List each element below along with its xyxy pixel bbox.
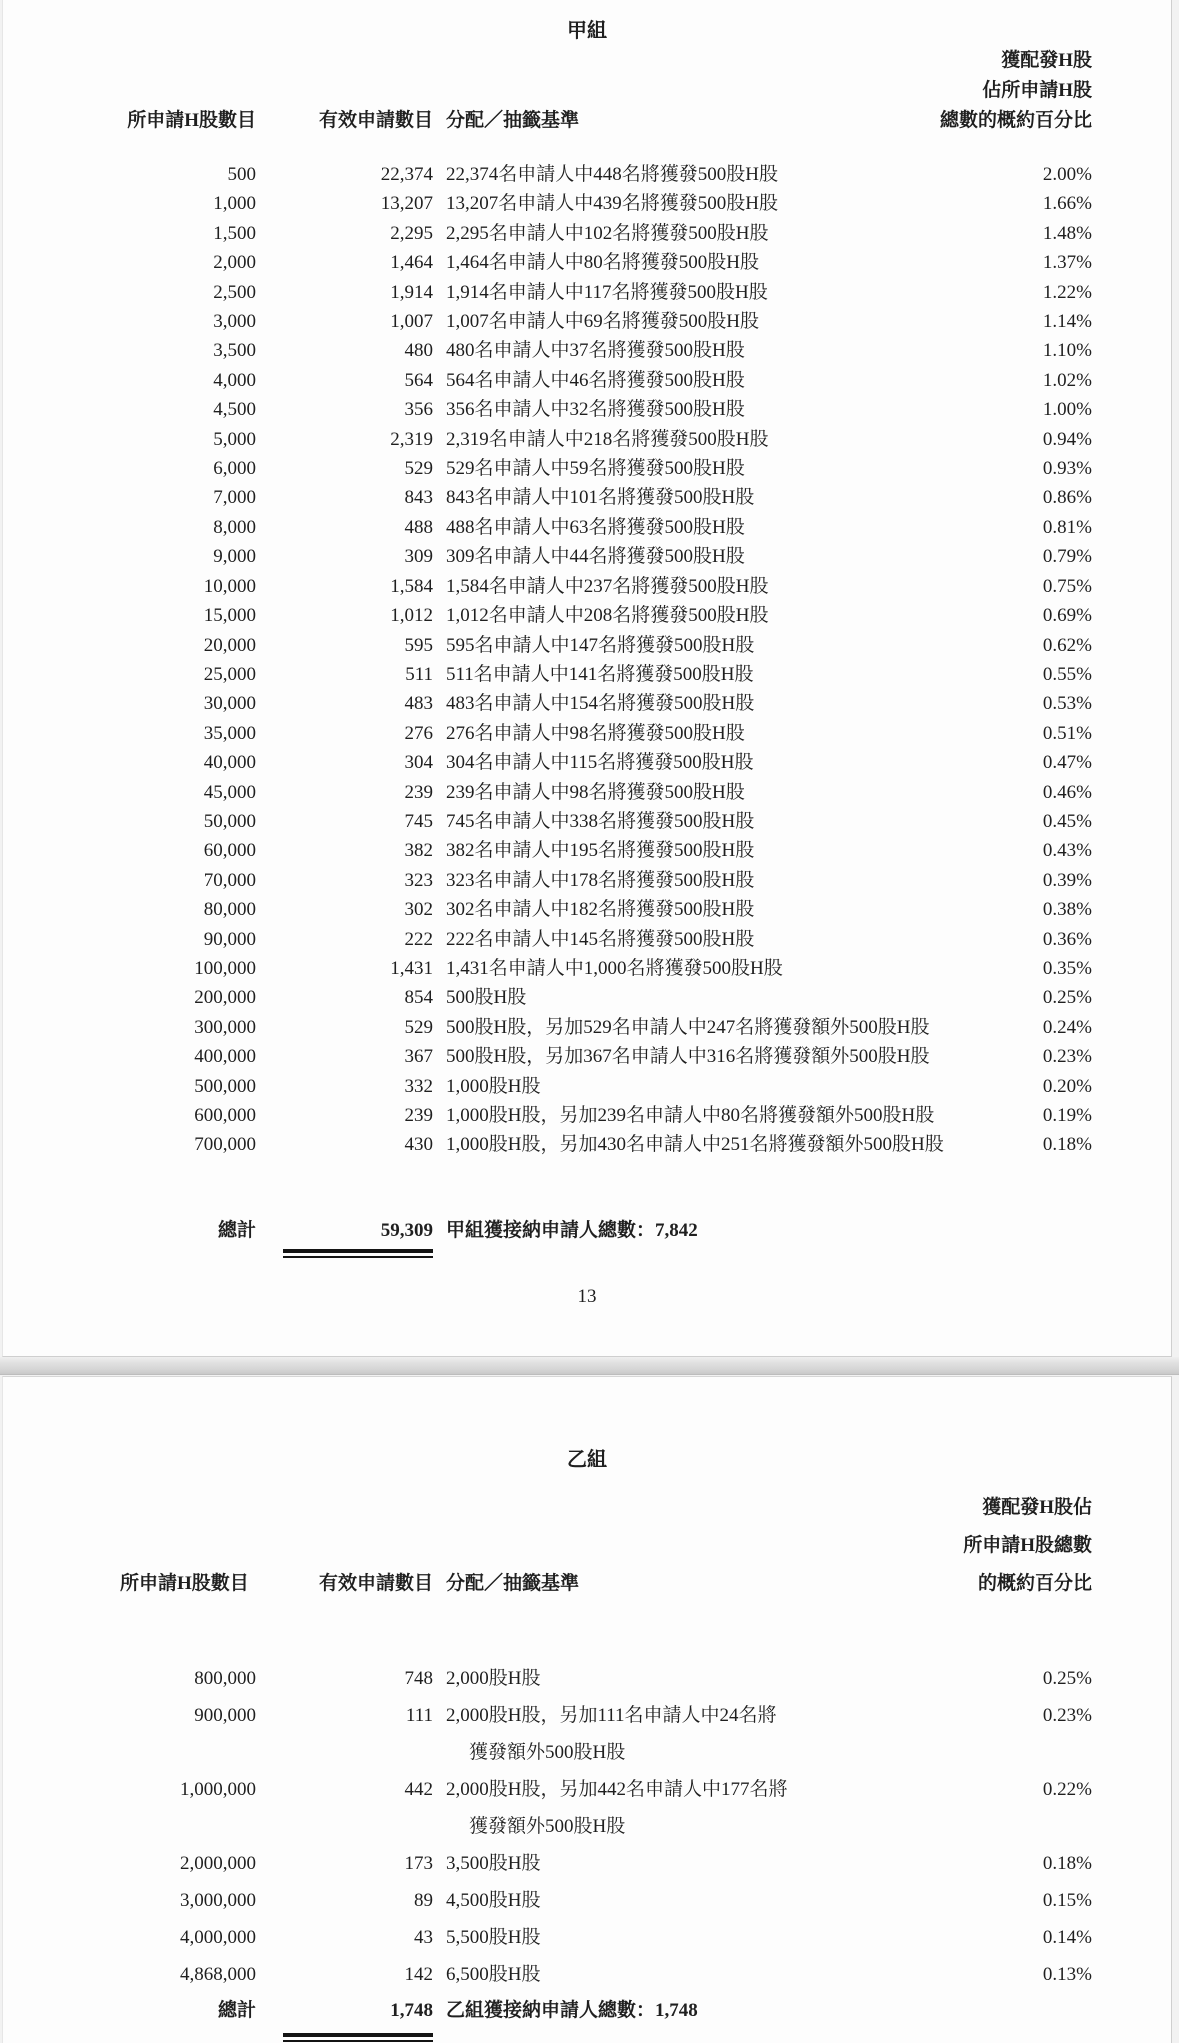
cell-shares-applied: 200,000 (194, 987, 256, 1009)
cell-allocation-basis (433, 307, 986, 336)
cell-percentage: 0.62% (1042, 634, 1092, 656)
cell-valid-applications: 142 (404, 1964, 433, 1985)
table-row (3, 925, 1171, 954)
cell-percentage: 0.79% (1042, 546, 1092, 568)
cell-allocation-basis (433, 1042, 986, 1071)
cell-allocation-basis (433, 719, 986, 748)
cell-shares-applied: 7,000 (213, 487, 256, 509)
table-row (3, 160, 1171, 189)
cell-percentage: 0.23% (1042, 1046, 1092, 1068)
cell-valid-applications: 323 (404, 869, 433, 891)
cell-percentage: 0.55% (1042, 663, 1092, 685)
table-row (3, 1042, 1171, 1071)
basis-line-1: 2,000股H股 (446, 1668, 541, 1689)
cell-valid-applications: 367 (404, 1046, 433, 1068)
cell-allocation-basis (433, 631, 986, 660)
cell-allocation-basis (433, 1101, 986, 1130)
pct-header-line: 獲配發H股 (1001, 50, 1092, 71)
table-row (3, 660, 1171, 689)
cell-allocation-basis (433, 542, 986, 571)
total-label: 總計 (217, 1220, 256, 1241)
table-row (3, 748, 1171, 777)
table-row (3, 1771, 1171, 1845)
cell-percentage: 1.00% (1042, 399, 1092, 421)
table-row (3, 954, 1171, 983)
basis-line-1: 500股H股，另加367名申請人中316名將獲發額外500股H股 (446, 1046, 930, 1068)
cell-valid-applications: 382 (404, 840, 433, 862)
cell-percentage: 0.20% (1042, 1075, 1092, 1097)
cell-shares-applied: 700,000 (194, 1134, 256, 1156)
cell-shares-applied: 20,000 (203, 634, 256, 656)
basis-line-1: 595名申請人中147名將獲發500股H股 (446, 634, 755, 656)
total-spacer (986, 1992, 1092, 2037)
basis-line-2: 獲發額外500股H股 (469, 1816, 626, 1837)
total-label: 總計 (217, 2000, 256, 2021)
cell-allocation-basis (433, 189, 986, 218)
cell-shares-applied: 4,000 (213, 369, 256, 391)
table-row (3, 601, 1171, 630)
cell-valid-applications: 1,007 (390, 311, 433, 333)
cell-percentage: 0.15% (1042, 1890, 1092, 1911)
cell-shares-applied: 2,000 (213, 252, 256, 274)
cell-percentage: 0.94% (1042, 428, 1092, 450)
col-header-allocation-basis: 分配／抽籤基準 (446, 110, 580, 131)
cell-percentage: 0.13% (1042, 1964, 1092, 1985)
cell-allocation-basis (433, 572, 986, 601)
cell-allocation-basis (433, 1660, 986, 1697)
cell-percentage: 1.10% (1042, 340, 1092, 362)
group-a-total-row (3, 1216, 1171, 1253)
group-a-column-headers (3, 106, 1171, 136)
cell-valid-applications: 22,374 (380, 164, 433, 185)
cell-shares-applied: 90,000 (203, 928, 256, 950)
cell-shares-applied: 25,000 (203, 663, 256, 685)
basis-line-2: 獲發額外500股H股 (469, 1742, 626, 1763)
cell-valid-applications: 111 (405, 1705, 433, 1726)
cell-allocation-basis (433, 1919, 986, 1956)
cell-shares-applied: 70,000 (203, 869, 256, 891)
basis-line-1: 529名申請人中59名將獲發500股H股 (446, 458, 745, 480)
basis-line-1: 511名申請人中141名將獲發500股H股 (446, 663, 754, 685)
basis-line-1: 480名申請人中37名將獲發500股H股 (446, 340, 745, 362)
basis-line-1: 2,319名申請人中218名將獲發500股H股 (446, 428, 769, 450)
cell-allocation-basis (433, 807, 986, 836)
cell-shares-applied: 4,500 (213, 399, 256, 421)
cell-percentage: 0.25% (1042, 1668, 1092, 1689)
page-group-a (2, 0, 1172, 1357)
basis-line-1: 4,500股H股 (446, 1890, 541, 1911)
table-row (3, 983, 1171, 1012)
cell-allocation-basis (433, 248, 986, 277)
table-row (3, 307, 1171, 336)
table-row (3, 1956, 1171, 1993)
basis-line-1: 1,584名申請人中237名將獲發500股H股 (446, 575, 769, 597)
table-row (3, 483, 1171, 512)
cell-percentage: 0.22% (1042, 1779, 1092, 1800)
table-row (3, 572, 1171, 601)
group-b-title: 乙組 (567, 1449, 607, 1471)
cell-shares-applied: 900,000 (194, 1705, 256, 1726)
cell-valid-applications: 1,431 (390, 957, 433, 979)
basis-line-1: 304名申請人中115名將獲發500股H股 (446, 752, 754, 774)
page-number: 13 (577, 1286, 597, 1307)
cell-percentage: 0.53% (1042, 693, 1092, 715)
cell-valid-applications: 595 (404, 634, 433, 656)
cell-valid-applications: 332 (404, 1075, 433, 1097)
cell-percentage: 2.00% (1042, 164, 1092, 185)
pct-header-line: 總數的概約百分比 (939, 110, 1092, 131)
cell-valid-applications: 483 (404, 693, 433, 715)
col-header-valid-applications: 有效申請數目 (318, 1573, 433, 1594)
cell-valid-applications: 843 (404, 487, 433, 509)
cell-percentage: 0.81% (1042, 516, 1092, 538)
total-spacer (986, 1216, 1092, 1253)
cell-shares-applied: 5,000 (213, 428, 256, 450)
basis-line-1: 222名申請人中145名將獲發500股H股 (446, 928, 755, 950)
cell-shares-applied: 50,000 (203, 810, 256, 832)
cell-percentage: 0.25% (1042, 987, 1092, 1009)
cell-valid-applications: 480 (404, 340, 433, 362)
cell-shares-applied: 1,000,000 (180, 1779, 256, 1800)
cell-valid-applications: 442 (404, 1779, 433, 1800)
col-header-valid-applications: 有效申請數目 (318, 110, 433, 131)
cell-percentage: 0.46% (1042, 781, 1092, 803)
cell-shares-applied: 40,000 (203, 752, 256, 774)
cell-shares-applied: 3,000,000 (180, 1890, 256, 1911)
basis-line-1: 3,500股H股 (446, 1853, 541, 1874)
cell-allocation-basis (433, 1845, 986, 1882)
group-b-total-row (3, 1992, 1171, 2037)
cell-shares-applied: 30,000 (203, 693, 256, 715)
table-row (3, 778, 1171, 807)
basis-line-1: 1,914名申請人中117名將獲發500股H股 (446, 281, 768, 303)
cell-allocation-basis (433, 778, 986, 807)
double-underlined-total: 59,309 (283, 1216, 433, 1253)
cell-percentage: 0.93% (1042, 458, 1092, 480)
cell-allocation-basis (433, 1956, 986, 1993)
table-row (3, 1697, 1171, 1771)
cell-percentage: 1.02% (1042, 369, 1092, 391)
cell-shares-applied: 1,000 (213, 193, 256, 215)
basis-line-1: 356名申請人中32名將獲發500股H股 (446, 399, 745, 421)
cell-allocation-basis (433, 1771, 986, 1845)
cell-percentage: 0.39% (1042, 869, 1092, 891)
cell-valid-applications: 529 (404, 458, 433, 480)
cell-valid-applications: 529 (404, 1016, 433, 1038)
cell-valid-applications: 89 (414, 1890, 433, 1911)
cell-shares-applied: 9,000 (213, 546, 256, 568)
cell-allocation-basis (433, 689, 986, 718)
cell-allocation-basis (433, 160, 986, 189)
cell-percentage: 0.86% (1042, 487, 1092, 509)
table-row (3, 1919, 1171, 1956)
cell-shares-applied: 2,000,000 (180, 1853, 256, 1874)
table-row (3, 689, 1171, 718)
cell-allocation-basis (433, 660, 986, 689)
table-row (3, 542, 1171, 571)
cell-percentage: 0.23% (1042, 1705, 1092, 1726)
basis-line-1: 382名申請人中195名將獲發500股H股 (446, 840, 755, 862)
table-row (3, 836, 1171, 865)
basis-line-1: 745名申請人中338名將獲發500股H股 (446, 810, 755, 832)
basis-line-1: 6,500股H股 (446, 1964, 541, 1985)
cell-allocation-basis (433, 483, 986, 512)
cell-percentage: 0.75% (1042, 575, 1092, 597)
basis-line-1: 2,000股H股，另加442名申請人中177名將 (446, 1779, 788, 1800)
cell-allocation-basis (433, 1130, 986, 1159)
basis-line-1: 1,431名申請人中1,000名將獲發500股H股 (446, 957, 783, 979)
table-row (3, 1072, 1171, 1101)
col-header-spacer (986, 1565, 1092, 1603)
basis-line-1: 500股H股 (446, 987, 527, 1009)
basis-line-1: 500股H股，另加529名申請人中247名將獲發額外500股H股 (446, 1016, 930, 1038)
cell-valid-applications: 173 (404, 1853, 433, 1874)
cell-valid-applications: 239 (404, 781, 433, 803)
basis-line-1: 1,007名申請人中69名將獲發500股H股 (446, 311, 759, 333)
cell-valid-applications: 745 (404, 810, 433, 832)
table-row (3, 189, 1171, 218)
table-row (3, 425, 1171, 454)
basis-line-1: 564名申請人中46名將獲發500股H股 (446, 369, 745, 391)
cell-allocation-basis (433, 425, 986, 454)
cell-valid-applications: 748 (404, 1668, 433, 1689)
table-row (3, 219, 1171, 248)
table-row (3, 1101, 1171, 1130)
basis-line-1: 488名申請人中63名將獲發500股H股 (446, 516, 745, 538)
cell-percentage: 0.19% (1042, 1105, 1092, 1126)
cell-allocation-basis (433, 454, 986, 483)
basis-line-1: 276名申請人中98名將獲發500股H股 (446, 722, 745, 744)
cell-percentage: 0.47% (1042, 752, 1092, 774)
cell-shares-applied: 4,868,000 (180, 1964, 256, 1985)
cell-valid-applications: 239 (404, 1105, 433, 1126)
cell-shares-applied: 3,000 (213, 311, 256, 333)
cell-percentage: 1.14% (1042, 311, 1092, 333)
cell-percentage: 0.35% (1042, 957, 1092, 979)
cell-percentage: 1.48% (1042, 222, 1092, 244)
cell-percentage: 0.45% (1042, 810, 1092, 832)
page-group-b (2, 1376, 1172, 2043)
cell-allocation-basis (433, 601, 986, 630)
cell-valid-applications: 1,584 (390, 575, 433, 597)
col-header-spacer (986, 106, 1092, 136)
cell-valid-applications: 430 (404, 1134, 433, 1156)
cell-percentage: 0.36% (1042, 928, 1092, 950)
cell-percentage: 0.18% (1042, 1134, 1092, 1156)
cell-valid-applications: 222 (404, 928, 433, 950)
cell-shares-applied: 100,000 (194, 957, 256, 979)
table-row (3, 336, 1171, 365)
cell-allocation-basis (433, 1882, 986, 1919)
group-b-table (3, 1660, 1171, 1993)
cell-shares-applied: 45,000 (203, 781, 256, 803)
basis-line-1: 483名申請人中154名將獲發500股H股 (446, 693, 755, 715)
basis-line-1: 323名申請人中178名將獲發500股H股 (446, 869, 755, 891)
table-row (3, 807, 1171, 836)
cell-shares-applied: 1,500 (213, 222, 256, 244)
cell-shares-applied: 10,000 (203, 575, 256, 597)
total-valid-applications (256, 1216, 433, 1253)
table-row (3, 719, 1171, 748)
cell-shares-applied: 60,000 (203, 840, 256, 862)
basis-line-1: 843名申請人中101名將獲發500股H股 (446, 487, 755, 509)
total-note: 甲組獲接納申請人總數：7,842 (446, 1220, 698, 1241)
table-row (3, 1130, 1171, 1159)
basis-line-1: 309名申請人中44名將獲發500股H股 (446, 546, 745, 568)
cell-valid-applications: 302 (404, 899, 433, 921)
cell-percentage: 0.51% (1042, 722, 1092, 744)
cell-percentage: 0.18% (1042, 1853, 1092, 1874)
basis-line-1: 1,000股H股，另加430名申請人中251名將獲發額外500股H股 (446, 1134, 944, 1156)
cell-shares-applied: 300,000 (194, 1016, 256, 1038)
table-row (3, 866, 1171, 895)
cell-allocation-basis (433, 278, 986, 307)
page-divider (0, 1357, 1179, 1375)
basis-line-1: 2,000股H股，另加111名申請人中24名將 (446, 1705, 777, 1726)
cell-percentage: 0.38% (1042, 899, 1092, 921)
cell-allocation-basis (433, 895, 986, 924)
col-header-allocation-basis: 分配／抽籤基準 (446, 1573, 580, 1594)
pct-header-line: 佔所申請H股 (982, 80, 1092, 101)
cell-shares-applied: 6,000 (213, 458, 256, 480)
cell-shares-applied: 8,000 (213, 516, 256, 538)
cell-percentage: 1.22% (1042, 281, 1092, 303)
table-row (3, 513, 1171, 542)
basis-line-1: 1,000股H股，另加239名申請人中80名將獲發額外500股H股 (446, 1105, 935, 1126)
cell-shares-applied: 600,000 (194, 1105, 256, 1126)
table-row (3, 1845, 1171, 1882)
cell-percentage: 1.66% (1042, 193, 1092, 215)
cell-allocation-basis (433, 836, 986, 865)
table-row (3, 366, 1171, 395)
cell-shares-applied: 500 (227, 164, 256, 185)
cell-percentage: 0.14% (1042, 1927, 1092, 1948)
table-row (3, 278, 1171, 307)
cell-valid-applications: 511 (405, 663, 433, 685)
cell-allocation-basis (433, 1013, 986, 1042)
table-row (3, 631, 1171, 660)
table-row (3, 1013, 1171, 1042)
basis-line-1: 2,295名申請人中102名將獲發500股H股 (446, 222, 769, 244)
cell-valid-applications: 854 (404, 987, 433, 1009)
cell-valid-applications: 304 (404, 752, 433, 774)
pct-header-line: 的概約百分比 (977, 1573, 1092, 1594)
col-header-shares-applied: 所申請H股數目 (120, 1573, 249, 1594)
table-row (3, 395, 1171, 424)
cell-valid-applications: 1,012 (390, 605, 433, 627)
cell-valid-applications: 2,295 (390, 222, 433, 244)
cell-valid-applications: 1,464 (390, 252, 433, 274)
group-b-column-headers (3, 1565, 1171, 1603)
double-underlined-total: 1,748 (283, 1992, 433, 2037)
group-a-title: 甲組 (567, 20, 607, 42)
cell-allocation-basis (433, 513, 986, 542)
basis-line-1: 22,374名申請人中448名將獲發500股H股 (446, 164, 778, 185)
table-row (3, 454, 1171, 483)
total-valid-applications (256, 1992, 433, 2037)
cell-allocation-basis (433, 954, 986, 983)
cell-shares-applied: 800,000 (194, 1668, 256, 1689)
cell-percentage: 0.43% (1042, 840, 1092, 862)
cell-allocation-basis (433, 748, 986, 777)
cell-percentage: 1.37% (1042, 252, 1092, 274)
cell-allocation-basis (433, 983, 986, 1012)
basis-line-1: 302名申請人中182名將獲發500股H股 (446, 899, 755, 921)
cell-shares-applied: 4,000,000 (180, 1927, 256, 1948)
cell-shares-applied: 2,500 (213, 281, 256, 303)
basis-line-1: 1,464名申請人中80名將獲發500股H股 (446, 252, 759, 274)
cell-valid-applications: 2,319 (390, 428, 433, 450)
pct-header-line: 所申請H股總數 (963, 1535, 1092, 1556)
cell-percentage: 0.24% (1042, 1016, 1092, 1038)
cell-shares-applied: 500,000 (194, 1075, 256, 1097)
table-row (3, 1660, 1171, 1697)
cell-allocation-basis (433, 866, 986, 895)
basis-line-1: 13,207名申請人中439名將獲發500股H股 (446, 193, 778, 215)
cell-allocation-basis (433, 1072, 986, 1101)
cell-valid-applications: 309 (404, 546, 433, 568)
cell-shares-applied: 80,000 (203, 899, 256, 921)
cell-shares-applied: 400,000 (194, 1046, 256, 1068)
basis-line-1: 239名申請人中98名將獲發500股H股 (446, 781, 745, 803)
table-row (3, 895, 1171, 924)
cell-shares-applied: 3,500 (213, 340, 256, 362)
cell-valid-applications: 1,914 (390, 281, 433, 303)
cell-allocation-basis (433, 219, 986, 248)
cell-valid-applications: 43 (414, 1927, 433, 1948)
col-header-shares-applied: 所申請H股數目 (127, 110, 256, 131)
table-row (3, 1882, 1171, 1919)
basis-line-1: 5,500股H股 (446, 1927, 541, 1948)
cell-allocation-basis (433, 1697, 986, 1771)
cell-valid-applications: 488 (404, 516, 433, 538)
cell-allocation-basis (433, 366, 986, 395)
cell-shares-applied: 35,000 (203, 722, 256, 744)
basis-line-1: 1,000股H股 (446, 1075, 541, 1097)
pct-header-line: 獲配發H股佔 (982, 1497, 1092, 1518)
cell-shares-applied: 15,000 (203, 605, 256, 627)
basis-line-1: 1,012名申請人中208名將獲發500股H股 (446, 605, 769, 627)
cell-valid-applications: 564 (404, 369, 433, 391)
cell-percentage: 0.69% (1042, 605, 1092, 627)
cell-allocation-basis (433, 925, 986, 954)
cell-valid-applications: 356 (404, 399, 433, 421)
cell-allocation-basis (433, 336, 986, 365)
table-row (3, 248, 1171, 277)
cell-allocation-basis (433, 395, 986, 424)
group-a-table (3, 160, 1171, 1160)
cell-valid-applications: 276 (404, 722, 433, 744)
cell-valid-applications: 13,207 (380, 193, 433, 215)
total-note: 乙組獲接納申請人總數：1,748 (446, 2000, 698, 2021)
